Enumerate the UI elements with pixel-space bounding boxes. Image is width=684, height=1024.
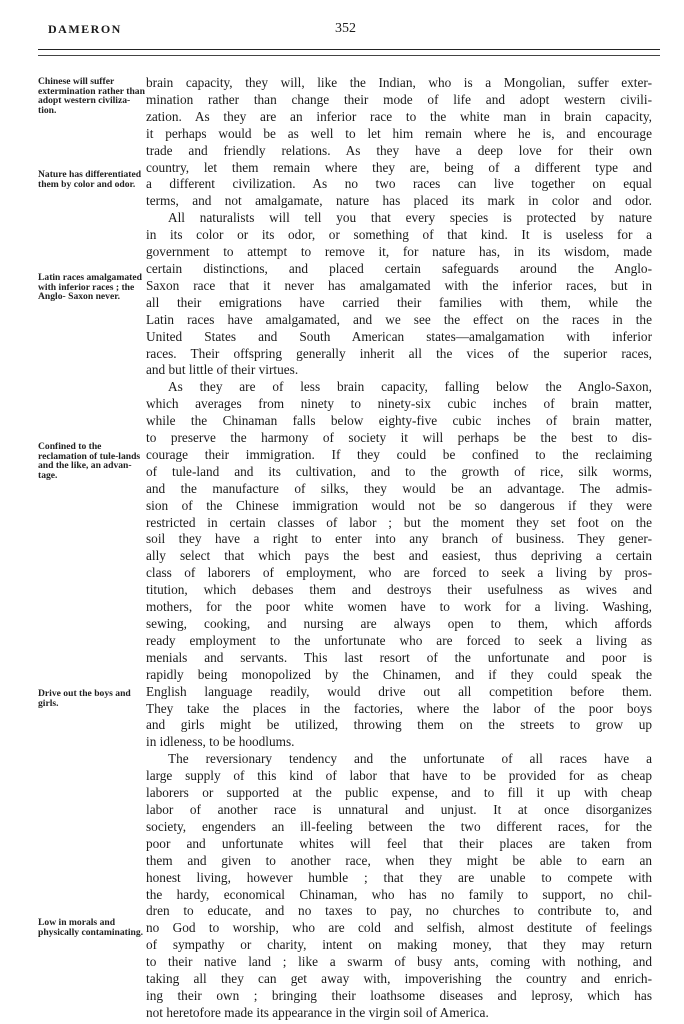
text-line: and the manufacture of silks, they would be an advantage. The admis-	[146, 480, 652, 496]
text-line: poor and unfortunate whites will feel that their places are taken from	[146, 835, 652, 851]
text-line: ally select that which pays the best and easiest, thus depriving a certain	[146, 548, 652, 564]
text-line: it perhaps would be as well to let him remain where he is, and encourage	[146, 125, 652, 141]
text-line: soil they have a right to enter into any branch of business. They gener-	[146, 531, 652, 547]
text-line: As they are of less brain capacity, falling below the Anglo-Saxon,	[168, 379, 652, 395]
text-line: the hardy, economical Chinaman, who has no family to support, no chil-	[146, 886, 652, 902]
text-line: them and given to another race, when they might be able to earn an	[146, 852, 652, 868]
text-line: which averages from ninety to ninety-six cubic inches of brain matter,	[146, 396, 652, 412]
text-line: The reversionary tendency and the unfortunate of all races have a	[168, 751, 652, 767]
text-line: All naturalists will tell you that every species is protected by nature	[168, 210, 652, 226]
margin-note: Confined to the reclamation of tule-lands and the like, an advan- tage.	[38, 441, 141, 481]
text-line: races. Their offspring generally inherit all the vices of the superior races,	[146, 345, 652, 361]
text-line: ing their own ; bringing their loathsome diseases and leprosy, which has	[146, 987, 652, 1003]
text-line: country, let them remain where they are, being of a different type and	[146, 159, 652, 175]
text-line: all their emigrations have carried their families with them, while the	[146, 294, 652, 310]
text-line: in its color or its odor, or something of that kind. It is useless for a	[146, 227, 652, 243]
text-line: dren to educate, and no taxes to pay, no churches to contribute to, and	[146, 903, 652, 919]
text-line: labor of another race is unnatural and unjust. It at once disorganizes	[146, 801, 652, 817]
text-line: certain distinctions, and placed certain safeguards around the Anglo-	[146, 260, 652, 276]
text-line: trade and friendly relations. As they have a deep love for their own	[146, 142, 652, 158]
header-rule-top	[38, 49, 660, 50]
text-line: to preserve the harmony of society it will perhaps be the best to dis-	[146, 430, 652, 446]
margin-note: Latin races amalgamated with inferior races ; the Anglo- Saxon never.	[38, 272, 142, 303]
text-line: mothers, for the poor white women have to work for a living. Washing,	[146, 599, 652, 615]
text-line: no God to worship, who are cold and selfish, almost destitute of feelings	[146, 920, 652, 936]
text-line: government to attempt to remove it, for nature has, in its wisdom, made	[146, 244, 652, 260]
text-line: United States and South American states—amalgamation with inferior	[146, 328, 652, 344]
text-line: rapidly being monopolized by the Chinamen, and if they could speak the	[146, 666, 652, 682]
text-line: of sympathy or charity, intent on making money, that they may return	[146, 937, 652, 953]
text-line: society, engenders an ill-feeling between the two different races, for the	[146, 818, 652, 834]
margin-note: Chinese will suffer extermination rather than adopt western civiliza- tion.	[38, 76, 145, 116]
text-line: Latin races have amalgamated, and we see the effect on the races in the	[146, 311, 652, 327]
text-line: to their native land ; like a swarm of busy ants, coming with nothing, and	[146, 954, 652, 970]
text-line: English language readily, would drive out all competition before them.	[146, 683, 652, 699]
text-line: and girls might be utilized, throwing them on the streets to grow up	[146, 717, 652, 733]
text-line: ready employment to the unfortunate who are forced to seek a living as	[146, 632, 652, 648]
text-line: sion of the Chinese immigration would not be so dangerous if they were	[146, 497, 652, 513]
text-line: titution, which debases them and destroys their usefulness as wives and	[146, 582, 652, 598]
text-line: not heretofore made its appearance in the virgin soil of America.	[146, 1004, 489, 1020]
text-line: menials and servants. This last resort of the unfortunate and poor is	[146, 649, 652, 665]
text-line: mination rather than change their mode of life and adopt western civili-	[146, 91, 652, 107]
margin-note: Nature has differentiated them by color and odor.	[38, 169, 142, 190]
text-line: class of laborers of employment, who are forced to seek a living by pros-	[146, 565, 652, 581]
text-line: courage their immigration. If they could be confined to the reclaiming	[146, 446, 652, 462]
text-line: terms, and not amalgamate, nature has placed its mark in color and odor.	[146, 193, 652, 209]
text-line: taking all they can get away with, impoverishing the country and enrich-	[146, 971, 652, 987]
text-line: Saxon race that it never has amalgamated with the inferior races, but in	[146, 277, 652, 293]
text-line: restricted in certain classes of labor ; but the moment they set foot on the	[146, 514, 652, 530]
text-line: They take the places in the factories, where the labor of the poor boys	[146, 700, 652, 716]
text-line: a different civilization. As no two races can live together on equal	[146, 176, 652, 192]
page-number: 352	[335, 21, 356, 36]
text-line: laborers or supported at the public expense, and to fill it up with cheap	[146, 785, 652, 801]
text-line: while the Chinaman falls below eighty-five cubic inches of brain matter,	[146, 413, 652, 429]
text-line: brain capacity, they will, like the Indian, who is a Mongolian, suffer exter-	[146, 75, 652, 90]
running-title: DAMERON	[48, 22, 122, 36]
text-line: zation. As they are an inferior race to the white man in brain capacity,	[146, 108, 652, 124]
text-line: honest living, however humble ; that they are unable to compete with	[146, 869, 652, 885]
text-line: and but little of their virtues.	[146, 362, 299, 378]
body-text	[146, 75, 652, 1022]
text-line: large supply of this kind of labor that have to be provided for as cheap	[146, 768, 652, 784]
margin-note: Low in morals and physically contaminating.	[38, 917, 144, 938]
margin-note: Drive out the boys and girls.	[38, 688, 131, 709]
text-line: of tule-land and its cultivation, and to the growth of rice, silk worms,	[146, 463, 652, 479]
text-line: sewing, cooking, and nursing are always open to them, which affords	[146, 616, 652, 631]
header-rule-bottom	[38, 55, 660, 56]
text-line: in idleness, to be hoodlums.	[146, 734, 295, 750]
